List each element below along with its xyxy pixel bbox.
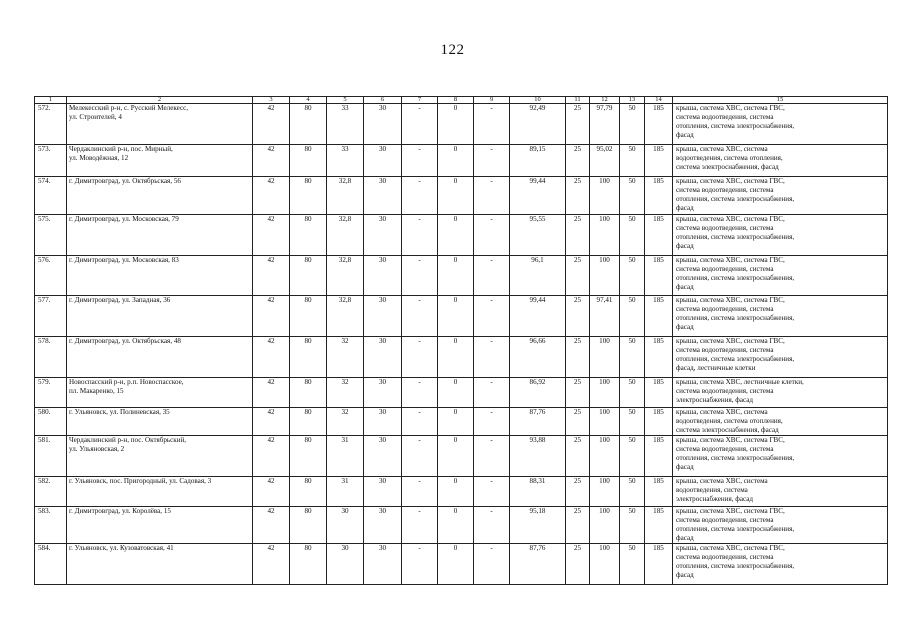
value-cell-c3: 42 [253,215,290,256]
value-cell-c4: 80 [290,177,327,215]
row-number: 576. [35,256,67,296]
address-line: ул. Ульяновская, 2 [69,445,125,453]
value-cell-c10: 93,88 [510,436,566,477]
value-cell-c13: 50 [620,436,645,477]
value-cell-c7: - [402,104,438,145]
header-cell: 5 [327,97,364,104]
header-cell: 12 [590,97,620,104]
value-cell-c10: 96,1 [510,256,566,296]
value-cell-c10: 87,76 [510,408,566,436]
works-line: крыша, система ХВС, система ГВС, [676,544,785,552]
works-line: электроснабжения, фасад [676,495,754,503]
address-line: Чердаклинский р-н, пос. Октябрьский, [69,436,187,444]
header-cell: 13 [620,97,645,104]
works-line: фасад [676,242,694,250]
works-table [34,96,888,585]
works-line: система водоотведения, система [676,346,774,354]
address-cell [67,477,253,507]
value-cell-c6: 30 [364,256,402,296]
works-line: система электроснабжения, фасад [676,426,779,434]
header-cell: 4 [290,97,327,104]
works-line: крыша, система ХВС, система [676,408,768,416]
works-line: отопления, система электроснабжения, [676,122,795,130]
table-row [35,215,888,256]
value-cell-c5: 32 [327,378,364,408]
value-cell-c11: 25 [566,544,590,585]
works-cell [673,145,888,177]
row-number: 574. [35,177,67,215]
value-cell-c12: 100 [590,215,620,256]
works-cell [673,104,888,145]
value-cell-c13: 50 [620,215,645,256]
works-line: фасад [676,463,694,471]
header-cell: 6 [364,97,402,104]
works-line: система электроснабжения, фасад [676,163,779,171]
works-line: отопления, система электроснабжения, [676,274,795,282]
works-cell [673,296,888,337]
value-cell-c9: - [474,544,510,585]
value-cell-c8: 0 [438,477,474,507]
value-cell-c8: 0 [438,104,474,145]
works-cell [673,544,888,585]
table-body [35,97,888,585]
value-cell-c8: 0 [438,145,474,177]
works-line: фасад [676,204,694,212]
address-line: ул. Моводёжная, 12 [69,154,129,162]
row-number: 580. [35,408,67,436]
value-cell-c13: 50 [620,177,645,215]
value-cell-c8: 0 [438,507,474,544]
value-cell-c12: 100 [590,544,620,585]
value-cell-c10: 87,76 [510,544,566,585]
works-line: система водоотведения, система [676,305,774,313]
value-cell-c5: 33 [327,145,364,177]
value-cell-c7: - [402,215,438,256]
value-cell-c10: 99,44 [510,177,566,215]
header-cell: 9 [474,97,510,104]
value-cell-c8: 0 [438,544,474,585]
works-line: крыша, система ХВС, система [676,145,768,153]
value-cell-c11: 25 [566,145,590,177]
value-cell-c10: 95,18 [510,507,566,544]
header-cell: 7 [402,97,438,104]
value-cell-c8: 0 [438,408,474,436]
value-cell-c10: 95,55 [510,215,566,256]
value-cell-c12: 97,79 [590,104,620,145]
works-cell [673,177,888,215]
header-cell: 15 [673,97,888,104]
value-cell-c5: 32,8 [327,177,364,215]
works-line: отопления, система электроснабжения, [676,525,795,533]
row-number: 572. [35,104,67,145]
value-cell-c11: 25 [566,507,590,544]
value-cell-c7: - [402,436,438,477]
address-line: пл. Макаренко, 15 [69,387,124,395]
value-cell-c6: 30 [364,215,402,256]
value-cell-c13: 50 [620,256,645,296]
address-cell [67,544,253,585]
value-cell-c14: 185 [645,408,673,436]
value-cell-c11: 25 [566,378,590,408]
value-cell-c12: 95,02 [590,145,620,177]
value-cell-c11: 25 [566,256,590,296]
works-cell [673,378,888,408]
value-cell-c5: 32 [327,408,364,436]
value-cell-c11: 25 [566,408,590,436]
value-cell-c12: 100 [590,507,620,544]
value-cell-c12: 100 [590,378,620,408]
value-cell-c9: - [474,177,510,215]
address-line: г. Димитровград, ул. Октябрьская, 48 [69,337,181,345]
value-cell-c6: 30 [364,145,402,177]
address-cell [67,215,253,256]
value-cell-c13: 50 [620,544,645,585]
value-cell-c11: 25 [566,104,590,145]
value-cell-c12: 100 [590,337,620,378]
value-cell-c13: 50 [620,337,645,378]
value-cell-c3: 42 [253,296,290,337]
value-cell-c4: 80 [290,378,327,408]
header-cell: 2 [67,97,253,104]
value-cell-c5: 31 [327,477,364,507]
value-cell-c5: 30 [327,544,364,585]
header-row [35,97,888,104]
header-cell: 11 [566,97,590,104]
address-line: г. Димитровград, ул. Московская, 83 [69,256,179,264]
value-cell-c7: - [402,477,438,507]
table-row [35,337,888,378]
value-cell-c4: 80 [290,145,327,177]
value-cell-c12: 100 [590,436,620,477]
value-cell-c8: 0 [438,337,474,378]
value-cell-c10: 89,15 [510,145,566,177]
value-cell-c11: 25 [566,296,590,337]
value-cell-c3: 42 [253,104,290,145]
value-cell-c9: - [474,477,510,507]
row-number: 578. [35,337,67,378]
value-cell-c9: - [474,337,510,378]
row-number: 583. [35,507,67,544]
table-row [35,378,888,408]
works-cell [673,215,888,256]
header-cell: 8 [438,97,474,104]
address-cell [67,378,253,408]
works-line: система водоотведения, система [676,516,774,524]
address-cell [67,408,253,436]
table-row [35,145,888,177]
works-line: крыша, система ХВС, лестничные клетки, [676,378,804,386]
value-cell-c14: 185 [645,544,673,585]
value-cell-c8: 0 [438,296,474,337]
works-line: крыша, система ХВС, система ГВС, [676,177,785,185]
value-cell-c5: 33 [327,104,364,145]
value-cell-c14: 185 [645,104,673,145]
value-cell-c7: - [402,507,438,544]
value-cell-c12: 97,41 [590,296,620,337]
value-cell-c14: 185 [645,177,673,215]
header-cell: 1 [35,97,67,104]
address-cell [67,436,253,477]
value-cell-c3: 42 [253,408,290,436]
value-cell-c7: - [402,544,438,585]
value-cell-c9: - [474,145,510,177]
value-cell-c7: - [402,378,438,408]
value-cell-c5: 32,8 [327,215,364,256]
value-cell-c14: 185 [645,507,673,544]
value-cell-c12: 100 [590,408,620,436]
value-cell-c11: 25 [566,337,590,378]
works-line: крыша, система ХВС, система ГВС, [676,256,785,264]
value-cell-c5: 32,8 [327,296,364,337]
table-row [35,408,888,436]
value-cell-c13: 50 [620,145,645,177]
value-cell-c13: 50 [620,507,645,544]
value-cell-c9: - [474,378,510,408]
value-cell-c4: 80 [290,544,327,585]
value-cell-c9: - [474,104,510,145]
works-cell [673,256,888,296]
value-cell-c9: - [474,408,510,436]
value-cell-c3: 42 [253,145,290,177]
value-cell-c8: 0 [438,177,474,215]
value-cell-c14: 185 [645,296,673,337]
address-line: г. Димитровград, ул. Королёва, 15 [69,507,171,515]
address-line: г. Ульяновск, ул. Полиневская, 35 [69,408,170,416]
value-cell-c10: 92,49 [510,104,566,145]
value-cell-c10: 88,31 [510,477,566,507]
works-line: крыша, система ХВС, система ГВС, [676,215,785,223]
works-line: система водоотведения, система [676,553,774,561]
table-row [35,436,888,477]
value-cell-c3: 42 [253,436,290,477]
address-line: Чердаклинский р-н, пос. Мирный, [69,145,173,153]
works-line: система водоотведения, система [676,445,774,453]
value-cell-c6: 30 [364,544,402,585]
table-row [35,507,888,544]
value-cell-c4: 80 [290,507,327,544]
works-line: фасад [676,571,694,579]
value-cell-c14: 185 [645,145,673,177]
row-number: 582. [35,477,67,507]
works-line: отопления, система электроснабжения, [676,195,795,203]
value-cell-c6: 30 [364,296,402,337]
row-number: 573. [35,145,67,177]
value-cell-c5: 32,8 [327,256,364,296]
value-cell-c11: 25 [566,477,590,507]
address-line: г. Ульяновск, пос. Пригородный, ул. Садовая, 3 [69,477,212,485]
value-cell-c3: 42 [253,544,290,585]
table-row [35,104,888,145]
works-cell [673,408,888,436]
row-number: 584. [35,544,67,585]
address-line: г. Димитровград, ул. Западная, 36 [69,296,171,304]
works-line: отопления, система электроснабжения, [676,314,795,322]
value-cell-c14: 185 [645,337,673,378]
value-cell-c8: 0 [438,256,474,296]
value-cell-c7: - [402,256,438,296]
works-line: отопления, система электроснабжения, [676,233,795,241]
value-cell-c4: 80 [290,215,327,256]
works-line: крыша, система ХВС, система ГВС, [676,296,785,304]
value-cell-c11: 25 [566,177,590,215]
value-cell-c4: 80 [290,408,327,436]
row-number: 577. [35,296,67,337]
works-line: крыша, система ХВС, система ГВС, [676,436,785,444]
value-cell-c12: 100 [590,477,620,507]
works-line: фасад [676,323,694,331]
value-cell-c3: 42 [253,177,290,215]
value-cell-c7: - [402,177,438,215]
header-cell: 14 [645,97,673,104]
works-cell [673,436,888,477]
value-cell-c4: 80 [290,256,327,296]
row-number: 581. [35,436,67,477]
address-cell [67,104,253,145]
value-cell-c6: 30 [364,477,402,507]
works-line: фасад, лестничные клетки [676,364,756,372]
value-cell-c8: 0 [438,378,474,408]
works-line: система водоотведения, система [676,186,774,194]
value-cell-c9: - [474,296,510,337]
works-line: фасад [676,283,694,291]
value-cell-c10: 86,92 [510,378,566,408]
table-row [35,477,888,507]
value-cell-c14: 185 [645,256,673,296]
value-cell-c3: 42 [253,477,290,507]
value-cell-c13: 50 [620,378,645,408]
table-row [35,177,888,215]
works-cell [673,507,888,544]
page-number: 122 [440,42,465,58]
value-cell-c14: 185 [645,378,673,408]
works-line: крыша, система ХВС, система [676,477,768,485]
works-cell [673,477,888,507]
value-cell-c14: 185 [645,215,673,256]
works-line: система водоотведения, система [676,265,774,273]
value-cell-c4: 80 [290,296,327,337]
value-cell-c6: 30 [364,337,402,378]
value-cell-c6: 30 [364,436,402,477]
works-line: система водоотведения, система [676,224,774,232]
value-cell-c9: - [474,256,510,296]
works-line: крыша, система ХВС, система ГВС, [676,507,785,515]
works-line: фасад [676,131,694,139]
value-cell-c12: 100 [590,256,620,296]
row-number: 575. [35,215,67,256]
address-cell [67,507,253,544]
works-line: крыша, система ХВС, система ГВС, [676,104,785,112]
value-cell-c13: 50 [620,408,645,436]
works-line: отопления, система электроснабжения, [676,562,795,570]
address-line: г. Ульяновск, ул. Кузоватовская, 41 [69,544,174,552]
value-cell-c9: - [474,215,510,256]
value-cell-c10: 96,66 [510,337,566,378]
value-cell-c9: - [474,507,510,544]
works-line: отопления, система электроснабжения, [676,454,795,462]
value-cell-c3: 42 [253,337,290,378]
address-cell [67,256,253,296]
address-line: г. Димитровград, ул. Московская, 79 [69,215,179,223]
value-cell-c9: - [474,436,510,477]
value-cell-c3: 42 [253,378,290,408]
value-cell-c12: 100 [590,177,620,215]
value-cell-c6: 30 [364,378,402,408]
value-cell-c11: 25 [566,215,590,256]
works-line: система водоотведения, система [676,387,774,395]
value-cell-c13: 50 [620,296,645,337]
value-cell-c5: 31 [327,436,364,477]
value-cell-c5: 30 [327,507,364,544]
works-line: водоотведения, система [676,486,748,494]
works-cell [673,337,888,378]
value-cell-c4: 80 [290,436,327,477]
works-line: крыша, система ХВС, система ГВС, [676,337,785,345]
address-line: Мелекесский р-н, с. Русский Мелекесс, [69,104,189,112]
value-cell-c8: 0 [438,215,474,256]
value-cell-c10: 99,44 [510,296,566,337]
header-cell: 10 [510,97,566,104]
value-cell-c6: 30 [364,177,402,215]
value-cell-c14: 185 [645,477,673,507]
row-number: 579. [35,378,67,408]
value-cell-c7: - [402,296,438,337]
value-cell-c4: 80 [290,104,327,145]
address-cell [67,296,253,337]
value-cell-c7: - [402,145,438,177]
address-cell [67,177,253,215]
table-row [35,296,888,337]
value-cell-c4: 80 [290,337,327,378]
works-line: электроснабжения, фасад [676,396,754,404]
value-cell-c5: 32 [327,337,364,378]
table-row [35,544,888,585]
address-cell [67,337,253,378]
value-cell-c6: 30 [364,408,402,436]
value-cell-c14: 185 [645,436,673,477]
address-line: ул. Строителей, 4 [69,113,122,121]
value-cell-c13: 50 [620,104,645,145]
works-line: система водоотведения, система [676,113,774,121]
value-cell-c13: 50 [620,477,645,507]
value-cell-c6: 30 [364,104,402,145]
value-cell-c3: 42 [253,256,290,296]
value-cell-c7: - [402,337,438,378]
header-cell: 3 [253,97,290,104]
value-cell-c3: 42 [253,507,290,544]
works-line: водоотведения, система отопления, [676,154,783,162]
works-line: отопления, система электроснабжения, [676,355,795,363]
value-cell-c8: 0 [438,436,474,477]
value-cell-c11: 25 [566,436,590,477]
table-row [35,256,888,296]
address-line: Новоспасский р-н, р.п. Новоспасское, [69,378,184,386]
address-cell [67,145,253,177]
value-cell-c7: - [402,408,438,436]
works-line: фасад [676,534,694,542]
address-line: г. Димитровград, ул. Октябрьская, 56 [69,177,181,185]
works-line: водоотведения, система отопления, [676,417,783,425]
value-cell-c6: 30 [364,507,402,544]
value-cell-c4: 80 [290,477,327,507]
